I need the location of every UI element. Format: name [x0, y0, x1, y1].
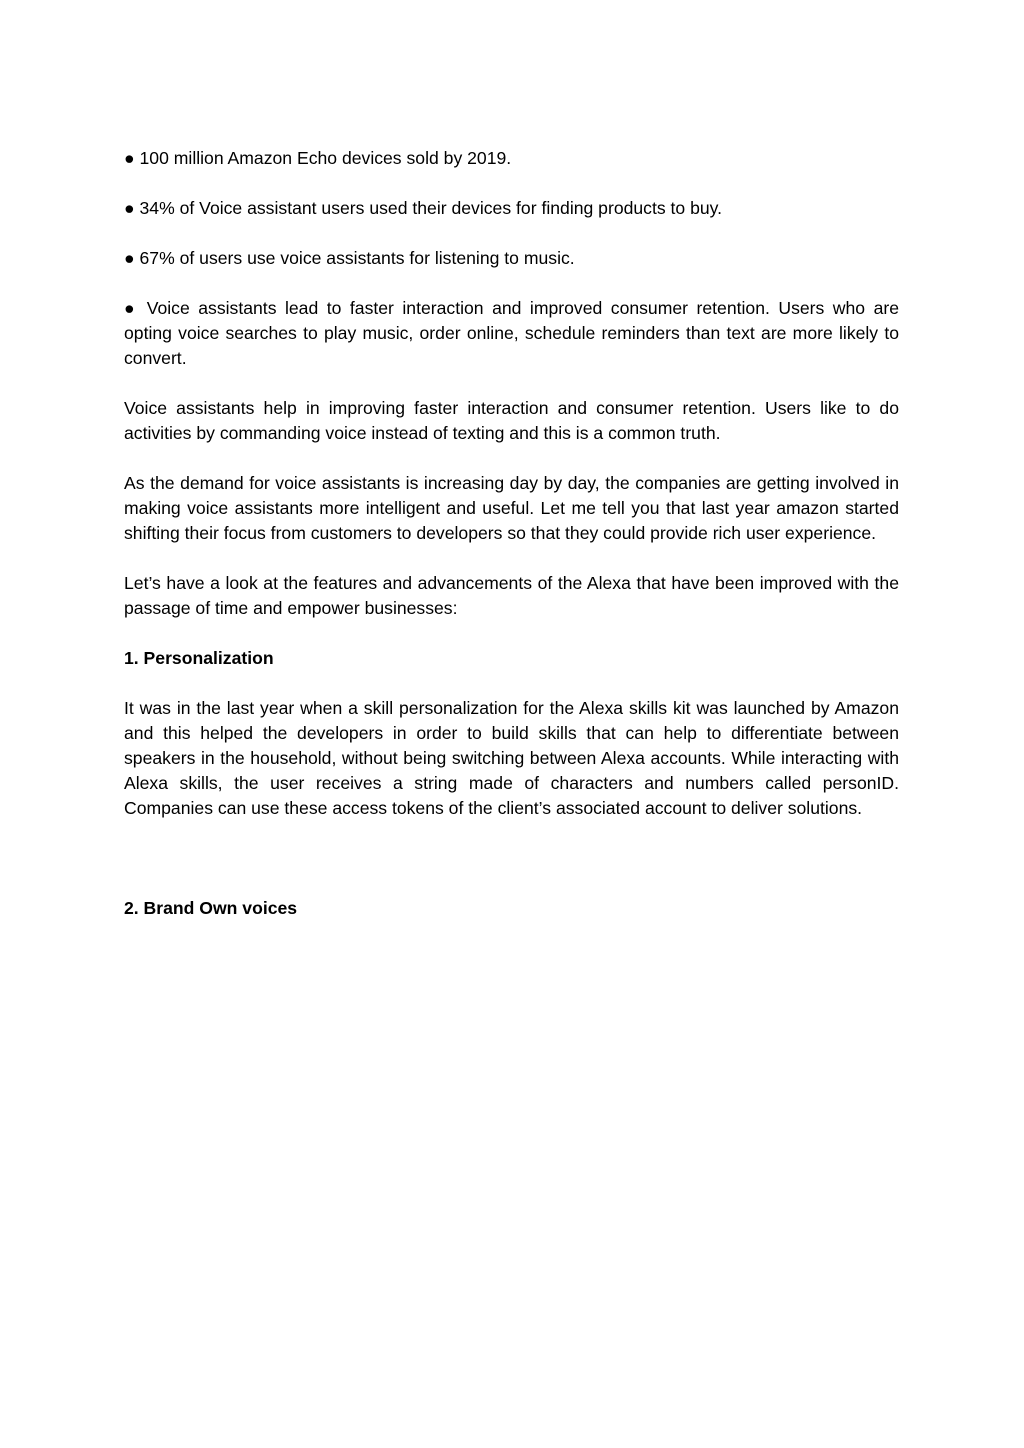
bullet-faster-interaction: ● Voice assistants lead to faster interaction and improved consumer retention. Users who are opting voice searches to play music, order online, schedule reminders than text are more likely to convert. — [124, 298, 899, 368]
blank-space — [124, 846, 899, 896]
bullet-finding-products: ● 34% of Voice assistant users used their devices for finding products to buy. — [124, 198, 723, 218]
paragraph-consumer-retention: Voice assistants help in improving faster interaction and consumer retention. Users like to do activities by commanding voice instead of texting and this is a common truth. — [124, 398, 899, 443]
document-page — [124, 146, 899, 946]
section-body-personalization: It was in the last year when a skill personalization for the Alexa skills kit was launched by Amazon and this helped the developers in order to build skills that can help to differentiate between speakers in the household, without being switching between Alexa accounts. While interacting with Alexa skills, the user receives a string made of characters and numbers called personID. Companies can use these access tokens of the client’s associated account to deliver solutions. — [124, 698, 899, 818]
section-heading-personalization: 1. Personalization — [124, 648, 274, 668]
bullet-listening-music: ● 67% of users use voice assistants for listening to music. — [124, 248, 575, 268]
section-heading-brand-voices: 2. Brand Own voices — [124, 898, 298, 918]
paragraph-demand-growth: As the demand for voice assistants is increasing day by day, the companies are getting involved in making voice assistants more intelligent and useful. Let me tell you that last year amazon started shifting their focus from customers to developers so that they could provide rich user experience. — [124, 473, 899, 543]
paragraph-features-intro: Let’s have a look at the features and advancements of the Alexa that have been improved with the passage of time and empower businesses: — [124, 573, 899, 618]
bullet-echo-devices: ● 100 million Amazon Echo devices sold by 2019. — [124, 148, 512, 168]
